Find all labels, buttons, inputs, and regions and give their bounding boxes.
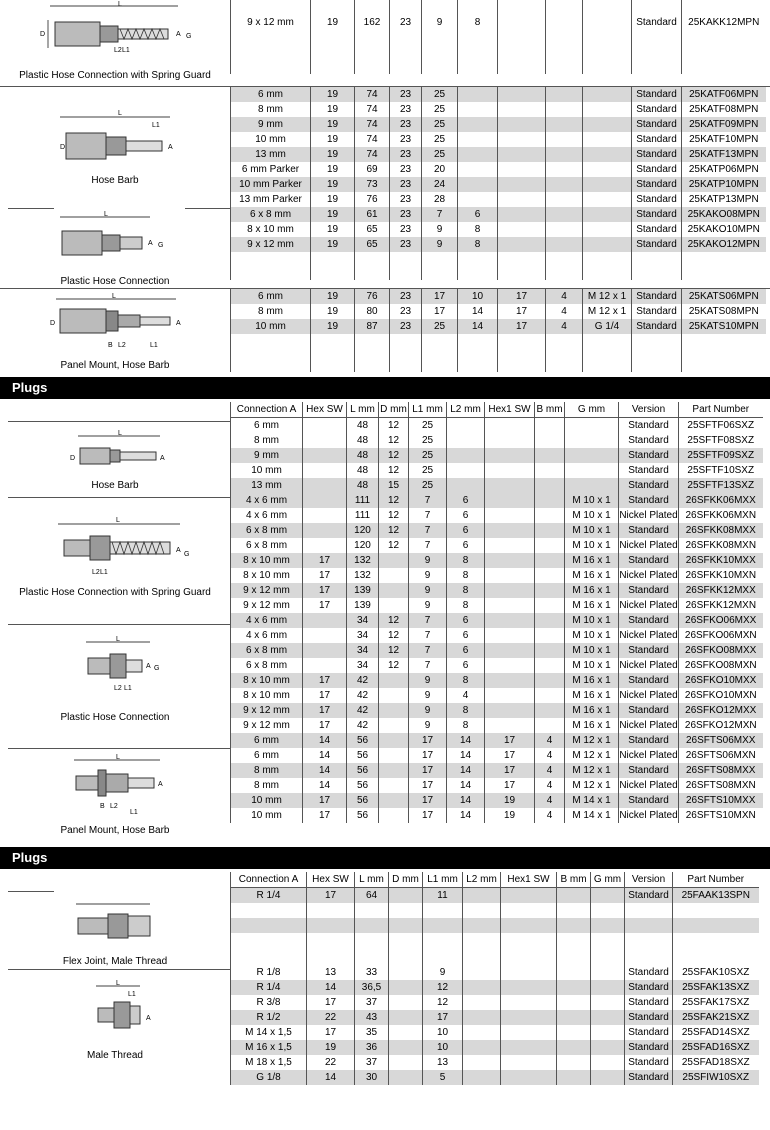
table-row (231, 0, 766, 15)
table-row: 4 x 6 mm 111 12 7 6 M 10 x 1 Nickel Plated 26SFKK06MXN (231, 508, 763, 523)
table-row: 4 x 6 mm 111 12 7 6 M 10 x 1 Standard 26SFKK06MXX (231, 493, 763, 508)
table-row: 8 mm 48 12 25 Standard 25SFTF08SXZ (231, 433, 763, 448)
svg-text:L: L (116, 517, 120, 524)
product-cell (0, 402, 230, 845)
svg-text:L1: L1 (150, 342, 158, 349)
spec-table (230, 289, 766, 372)
table-row: 13 mm 19 74 23 25 Standard 25KATF13MPN (231, 147, 766, 162)
table-row: 6 mm 19 74 23 25 Standard 25KATF06MPN (231, 87, 766, 102)
svg-text:G: G (154, 665, 160, 672)
plastic-hose-coupler-drawing (0, 211, 230, 271)
table-row: 6 x 8 mm 34 12 7 6 M 10 x 1 Standard 26SFKO08MXX (231, 643, 763, 658)
product-name: Flex Joint, Male Thread (62, 956, 168, 967)
table-header: Connection A Hex SW L mm D mm L1 mm L2 mm Hex1 SW B mm G mm Version Part Number (231, 872, 759, 888)
product-name: Plastic Hose Connection (60, 712, 170, 723)
table-row: 9 x 12 mm 17 42 9 8 M 16 x 1 Standard 26SFKO12MXX (231, 703, 763, 718)
table-row: 10 mm 17 56 17 14 19 4 M 14 x 1 Nickel Plated 26SFTS10MXN (231, 808, 763, 823)
table-row: R 1/4 17 64 11 Standard 25FAAK13SPN (231, 888, 759, 904)
table-row: 6 x 8 mm 120 12 7 6 M 10 x 1 Nickel Plated 26SFKK08MXN (231, 538, 763, 553)
section-title: Plugs (0, 847, 770, 869)
table-row: R 3/8 17 37 12 Standard 25SFAK17SXZ (231, 995, 759, 1010)
table-row: 8 mm 19 80 23 17 14 17 4 M 12 x 1 Standard 25KATS08MPN (231, 304, 766, 319)
svg-text:A: A (158, 781, 163, 788)
section-title: Plugs (0, 377, 770, 399)
section-plugs-thread (0, 872, 770, 1100)
svg-text:D: D (60, 144, 66, 151)
table-header: Connection A Hex SW L mm D mm L1 mm L2 mm Hex1 SW B mm G mm Version Part Number (231, 402, 763, 418)
product-name: Male Thread (87, 1050, 143, 1061)
product-name: Hose Barb (91, 480, 139, 491)
svg-text:L1: L1 (122, 47, 130, 54)
svg-text:A: A (148, 240, 153, 247)
section-spring-guard-coupler (0, 0, 770, 86)
table-row: 9 x 12 mm 19 65 23 9 8 Standard 25KAKO12MPN (231, 237, 766, 252)
table-row: 13 mm 48 15 25 Standard 25SFTF13SXZ (231, 478, 763, 493)
table-row: R 1/2 22 43 17 Standard 25SFAK21SXZ (231, 1010, 759, 1025)
plug-spring-guard-drawing (0, 504, 230, 580)
svg-text:D: D (70, 455, 76, 462)
table-row: 13 mm Parker 19 76 23 28 Standard 25KATP13MPN (231, 192, 766, 207)
section-coupler-hose-barb (0, 86, 770, 289)
svg-text:L: L (112, 293, 116, 300)
product-name: Plastic Hose Connection with Spring Guard (19, 587, 211, 598)
product-name: Panel Mount, Hose Barb (60, 360, 170, 371)
svg-text:L: L (118, 110, 122, 117)
svg-text:A: A (160, 455, 165, 462)
plug-panel-mount-drawing (0, 752, 230, 824)
table-row: 10 mm 48 12 25 Standard 25SFTF10SXZ (231, 463, 763, 478)
product-name: Panel Mount, Hose Barb (60, 825, 170, 836)
spec-table (230, 402, 763, 823)
plug-hose-barb-drawing (0, 430, 230, 480)
svg-text:A: A (146, 1015, 151, 1022)
table-row: 10 mm 19 87 23 25 14 17 4 G 1/4 Standard 25KATS10MPN (231, 319, 766, 334)
svg-text:L2: L2 (114, 685, 122, 692)
product-cell (0, 289, 230, 375)
section-coupler-panel-mount (0, 288, 770, 375)
spec-table (230, 87, 766, 280)
table-row: M 16 x 1,5 19 36 10 Standard 25SFAD16SXZ (231, 1040, 759, 1055)
spec-table (230, 872, 759, 1085)
svg-text:A: A (168, 144, 173, 151)
section-plugs-hose (0, 402, 770, 845)
table-row: R 1/8 13 33 9 Standard 25SFAK10SXZ (231, 965, 759, 980)
table-row: 6 x 8 mm 19 61 23 7 6 Standard 25KAKO08MPN (231, 207, 766, 222)
panel-mount-coupler-drawing (0, 291, 230, 353)
svg-text:L1: L1 (152, 122, 160, 129)
flex-joint-plug-drawing (0, 894, 230, 954)
table-row: 9 x 12 mm 17 139 9 8 M 16 x 1 Nickel Plated 26SFKK12MXN (231, 598, 763, 613)
table-row: 6 x 8 mm 34 12 7 6 M 10 x 1 Nickel Plated 26SFKO08MXN (231, 658, 763, 673)
table-row: 6 mm 19 76 23 17 10 17 4 M 12 x 1 Standard 25KATS06MPN (231, 289, 766, 304)
coupler-spring-guard-drawing (0, 0, 230, 62)
table-row: R 1/4 14 36,5 12 Standard 25SFAK13SXZ (231, 980, 759, 995)
svg-text:L: L (118, 430, 122, 437)
svg-text:L2: L2 (118, 342, 126, 349)
table-row: 6 mm Parker 19 69 23 20 Standard 25KATP06MPN (231, 162, 766, 177)
svg-text:A: A (176, 31, 181, 38)
table-row: 10 mm 17 56 17 14 19 4 M 14 x 1 Standard 26SFTS10MXX (231, 793, 763, 808)
spec-table (230, 0, 766, 74)
table-row: 8 x 10 mm 17 132 9 8 M 16 x 1 Standard 26SFKK10MXX (231, 553, 763, 568)
plug-plastic-hose-drawing (0, 634, 230, 704)
table-row: G 1/8 14 30 5 Standard 25SFIW10SXZ (231, 1070, 759, 1085)
svg-text:L: L (116, 754, 120, 761)
table-row: 6 mm 14 56 17 14 17 4 M 12 x 1 Nickel Plated 26SFTS06MXN (231, 748, 763, 763)
svg-text:L: L (118, 1, 122, 8)
product-name: Plastic Hose Connection (60, 276, 170, 287)
table-row: 8 x 10 mm 17 42 9 8 M 16 x 1 Standard 26SFKO10MXX (231, 673, 763, 688)
product-cell (0, 0, 230, 86)
svg-text:L: L (116, 636, 120, 643)
svg-text:B: B (108, 342, 113, 349)
product-cell (0, 872, 230, 1100)
hose-barb-coupler-drawing (0, 107, 230, 177)
table-row: 9 mm 48 12 25 Standard 25SFTF09SXZ (231, 448, 763, 463)
svg-text:D: D (50, 320, 56, 327)
svg-text:L: L (104, 211, 108, 218)
svg-text:A: A (176, 547, 181, 554)
svg-text:L2: L2 (92, 569, 100, 576)
svg-text:L: L (116, 980, 120, 987)
table-row: 6 mm 14 56 17 14 17 4 M 12 x 1 Standard 26SFTS06MXX (231, 733, 763, 748)
table-row: 9 x 12 mm 19 162 23 9 8 Standard 25KAKK12MPN (231, 15, 766, 30)
table-row: 8 x 10 mm 19 65 23 9 8 Standard 25KAKO10MPN (231, 222, 766, 237)
svg-text:L1: L1 (100, 569, 108, 576)
table-row: M 14 x 1,5 17 35 10 Standard 25SFAD14SXZ (231, 1025, 759, 1040)
table-row: 8 x 10 mm 17 132 9 8 M 16 x 1 Nickel Plated 26SFKK10MXN (231, 568, 763, 583)
table-row: 8 x 10 mm 17 42 9 4 M 16 x 1 Nickel Plated 26SFKO10MXN (231, 688, 763, 703)
svg-text:G: G (158, 242, 164, 249)
table-row: 9 x 12 mm 17 42 9 8 M 16 x 1 Nickel Plated 26SFKO12MXN (231, 718, 763, 733)
table-row: 8 mm 19 74 23 25 Standard 25KATF08MPN (231, 102, 766, 117)
svg-text:L1: L1 (128, 991, 136, 998)
table-row: 10 mm Parker 19 73 23 24 Standard 25KATP10MPN (231, 177, 766, 192)
table-row: 8 mm 14 56 17 14 17 4 M 12 x 1 Nickel Plated 26SFTS08MXN (231, 778, 763, 793)
table-row: M 18 x 1,5 22 37 13 Standard 25SFAD18SXZ (231, 1055, 759, 1070)
table-row: 9 x 12 mm 17 139 9 8 M 16 x 1 Standard 26SFKK12MXX (231, 583, 763, 598)
svg-text:A: A (146, 663, 151, 670)
svg-text:L1: L1 (130, 809, 138, 816)
svg-text:L2: L2 (110, 803, 118, 810)
table-row: 9 mm 19 74 23 25 Standard 25KATF09MPN (231, 117, 766, 132)
svg-text:L2: L2 (114, 47, 122, 54)
table-row: 6 mm 48 12 25 Standard 25SFTF06SXZ (231, 418, 763, 434)
product-cell (0, 87, 230, 289)
svg-text:G: G (186, 33, 192, 40)
product-name: Hose Barb (91, 175, 139, 186)
table-row: 4 x 6 mm 34 12 7 6 M 10 x 1 Nickel Plated 26SFKO06MXN (231, 628, 763, 643)
svg-text:B: B (100, 803, 105, 810)
table-row: 8 mm 14 56 17 14 17 4 M 12 x 1 Standard 26SFTS08MXX (231, 763, 763, 778)
male-thread-plug-drawing (0, 976, 230, 1046)
svg-text:G: G (184, 551, 190, 558)
svg-text:L1: L1 (124, 685, 132, 692)
svg-text:D: D (40, 31, 46, 38)
svg-text:A: A (176, 320, 181, 327)
table-row: 10 mm 19 74 23 25 Standard 25KATF10MPN (231, 132, 766, 147)
table-row: 4 x 6 mm 34 12 7 6 M 10 x 1 Standard 26SFKO06MXX (231, 613, 763, 628)
table-row: 6 x 8 mm 120 12 7 6 M 10 x 1 Standard 26SFKK08MXX (231, 523, 763, 538)
product-name: Plastic Hose Connection with Spring Guard (19, 70, 211, 81)
